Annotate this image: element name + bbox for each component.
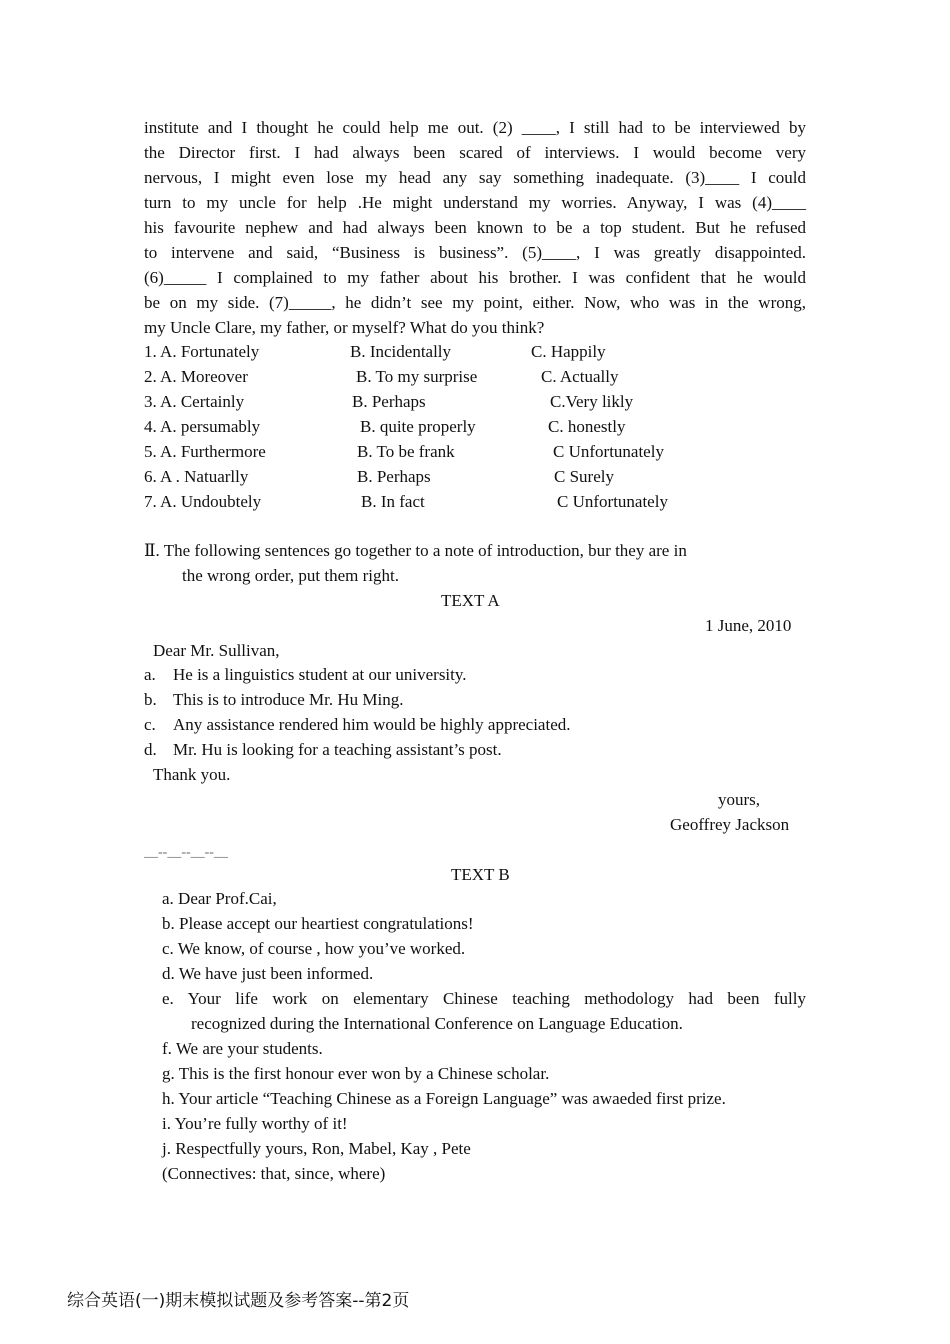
- letter-salutation: Dear Mr. Sullivan,: [153, 641, 280, 660]
- option-row: [144, 489, 806, 514]
- passage-line: nervous, I might even lose my head any say something inadequate. (3)____ I could: [144, 168, 806, 187]
- option-row: [144, 339, 806, 364]
- list-item: a. Dear Prof.Cai,: [162, 889, 277, 908]
- passage-line: (6)_____ I complained to my father about his brother. I was confident that he would: [144, 268, 806, 287]
- option-b: B. To my surprise: [356, 367, 478, 386]
- option-b: B. To be frank: [357, 442, 455, 461]
- option-row: [144, 414, 806, 439]
- list-item: (Connectives: that, since, where): [162, 1164, 386, 1183]
- option-c: C Unfortunately: [553, 442, 664, 461]
- option-c: C Unfortunately: [557, 492, 668, 511]
- list-item: g. This is the first honour ever won by a Chinese scholar.: [162, 1064, 550, 1083]
- option-a: 3. A. Certainly: [144, 392, 245, 411]
- passage-paragraph: [144, 115, 806, 340]
- passage-line: my Uncle Clare, my father, or myself? What do you think?: [144, 318, 545, 337]
- passage-line: turn to my uncle for help .He might understand my worries. Anyway, I was (4)____: [144, 193, 806, 212]
- page-footer: 综合英语(一)期末模拟试题及参考答案--第2页: [67, 1291, 410, 1311]
- text-b-title: TEXT B: [451, 865, 510, 884]
- list-item: h. Your article “Teaching Chinese as a Foreign Language” was awaeded first prize.: [162, 1089, 726, 1108]
- list-item: c. We know, of course , how you’ve worked.: [162, 939, 466, 958]
- answer-blank-line: __--__--__--__: [144, 845, 228, 860]
- option-row: [144, 439, 806, 464]
- option-a: 6. A . Natuarlly: [144, 467, 249, 486]
- option-b: B. Perhaps: [352, 392, 426, 411]
- option-c: C.Very likly: [550, 392, 634, 411]
- option-c: C. Actually: [541, 367, 619, 386]
- option-a: 5. A. Furthermore: [144, 442, 266, 461]
- list-item: i. You’re fully worthy of it!: [162, 1114, 348, 1133]
- passage-line: his favourite nephew and had always been known to be a top student. But he refused: [144, 218, 806, 237]
- option-a: 4. A. persumably: [144, 417, 261, 436]
- option-a: 2. A. Moreover: [144, 367, 248, 386]
- text-b-sentences: [162, 886, 806, 1186]
- list-item: b. Please accept our heartiest congratulations!: [162, 914, 474, 933]
- passage-line: the Director first. I had always been scared of interviews. I would become very: [144, 143, 806, 162]
- section-heading-continued: the wrong order, put them right.: [182, 566, 399, 585]
- option-row: [144, 464, 806, 489]
- document-page: institute and I thought he could help me out. (2) ____, I still had to be interviewed by the Director first. I had always been scared of interviews. I would become very nervous, I might even lose my head any say something inadequate. (3)____ I could turn to my uncle for help .He might understand my worries. Anyway, I was (4)____ his favourite nephew and had always been known to be a top student. But he refused to intervene and said, “Business is business”. (5)____, I was greatly disappointed. (6)_____ I complained to my father about his brother. I was confident that he would be on my side. (7)_____, he didn’t see my point, either. Now, who was in the wrong, my Uncle Clare, my father, or myself? What do you think? 1. A. Fortunately B. Incidentally C. Happily 2. A. Moreover B. To my surprise C. Actually 3. A. Certainly B. Perhaps C.Very likly 4. A. persumably B. quite properly C. honestly 5. A. Furthermore B. To be frank C Unfortunately 6. A . Natuarlly B. Perhaps C Surely 7. A. Undoubtely B. In fact C Unfortunately Ⅱ. The following sentences go together to a note of introduction, bur they are in the wrong order, put them right. TEXT A 1 June, 2010 Dear Mr. Sullivan, a. He is a linguistics student at our university. b. This is to introduce Mr. Hu Ming. c. Any assistance rendered him would be highly appreciated. d. Mr. Hu is looking for a teaching assistant’s post. Thank you. yours, Geoffrey Jackson __--__--__--__ TEXT B a. Dear Prof.Cai, b. Please accept our heartiest congratulations! c. We know, of course , how you’ve worked. d. We have just been informed. e. Your life work on elementary Chinese teaching methodology had been fully recognized during the International Conference on Language Education. f. We are your students. g. This is the first honour ever won by a Chinese scholar. h. Your article “Teaching Chinese as a Foreign Language” was awaeded first prize. i. You’re fully worthy of it! j. Respectfully yours, Ron, Mabel, Kay , Pete (Connectives: that, since, where) 综合英语(一)期末模拟试题及参考答案--第2页: [0, 0, 950, 1344]
- option-a: 7. A. Undoubtely: [144, 492, 262, 511]
- option-b: B. Perhaps: [357, 467, 431, 486]
- passage-line: institute and I thought he could help me out. (2) ____, I still had to be interviewed by: [144, 118, 806, 137]
- letter-signature: Geoffrey Jackson: [670, 815, 790, 834]
- option-c: C Surely: [554, 467, 614, 486]
- passage-line: to intervene and said, “Business is business”. (5)____, I was greatly disappointed.: [144, 243, 806, 262]
- option-b: B. quite properly: [360, 417, 476, 436]
- option-c: C. honestly: [548, 417, 626, 436]
- option-b: B. In fact: [361, 492, 425, 511]
- letter-closing: yours,: [718, 790, 761, 809]
- passage-line: be on my side. (7)_____, he didn’t see my point, either. Now, who was in the wrong,: [144, 293, 806, 312]
- list-item: f. We are your students.: [162, 1039, 323, 1058]
- option-row: [144, 389, 806, 414]
- letter-date: 1 June, 2010: [705, 616, 792, 635]
- option-b: B. Incidentally: [350, 342, 452, 361]
- options-list: [144, 339, 806, 514]
- text-a-title: TEXT A: [441, 591, 500, 610]
- option-a: 1. A. Fortunately: [144, 342, 260, 361]
- section-heading: Ⅱ. The following sentences go together to a note of introduction, bur they are in: [144, 541, 687, 560]
- list-item: j. Respectfully yours, Ron, Mabel, Kay , Pete: [162, 1139, 471, 1158]
- list-item: e. Your life work on elementary Chinese teaching methodology had been fully recognized during the International Conference on Language Education.: [162, 989, 806, 1033]
- list-item: d. We have just been informed.: [162, 964, 374, 983]
- option-row: [144, 364, 806, 389]
- letter-thanks: Thank you.: [153, 765, 231, 784]
- option-c: C. Happily: [531, 342, 606, 361]
